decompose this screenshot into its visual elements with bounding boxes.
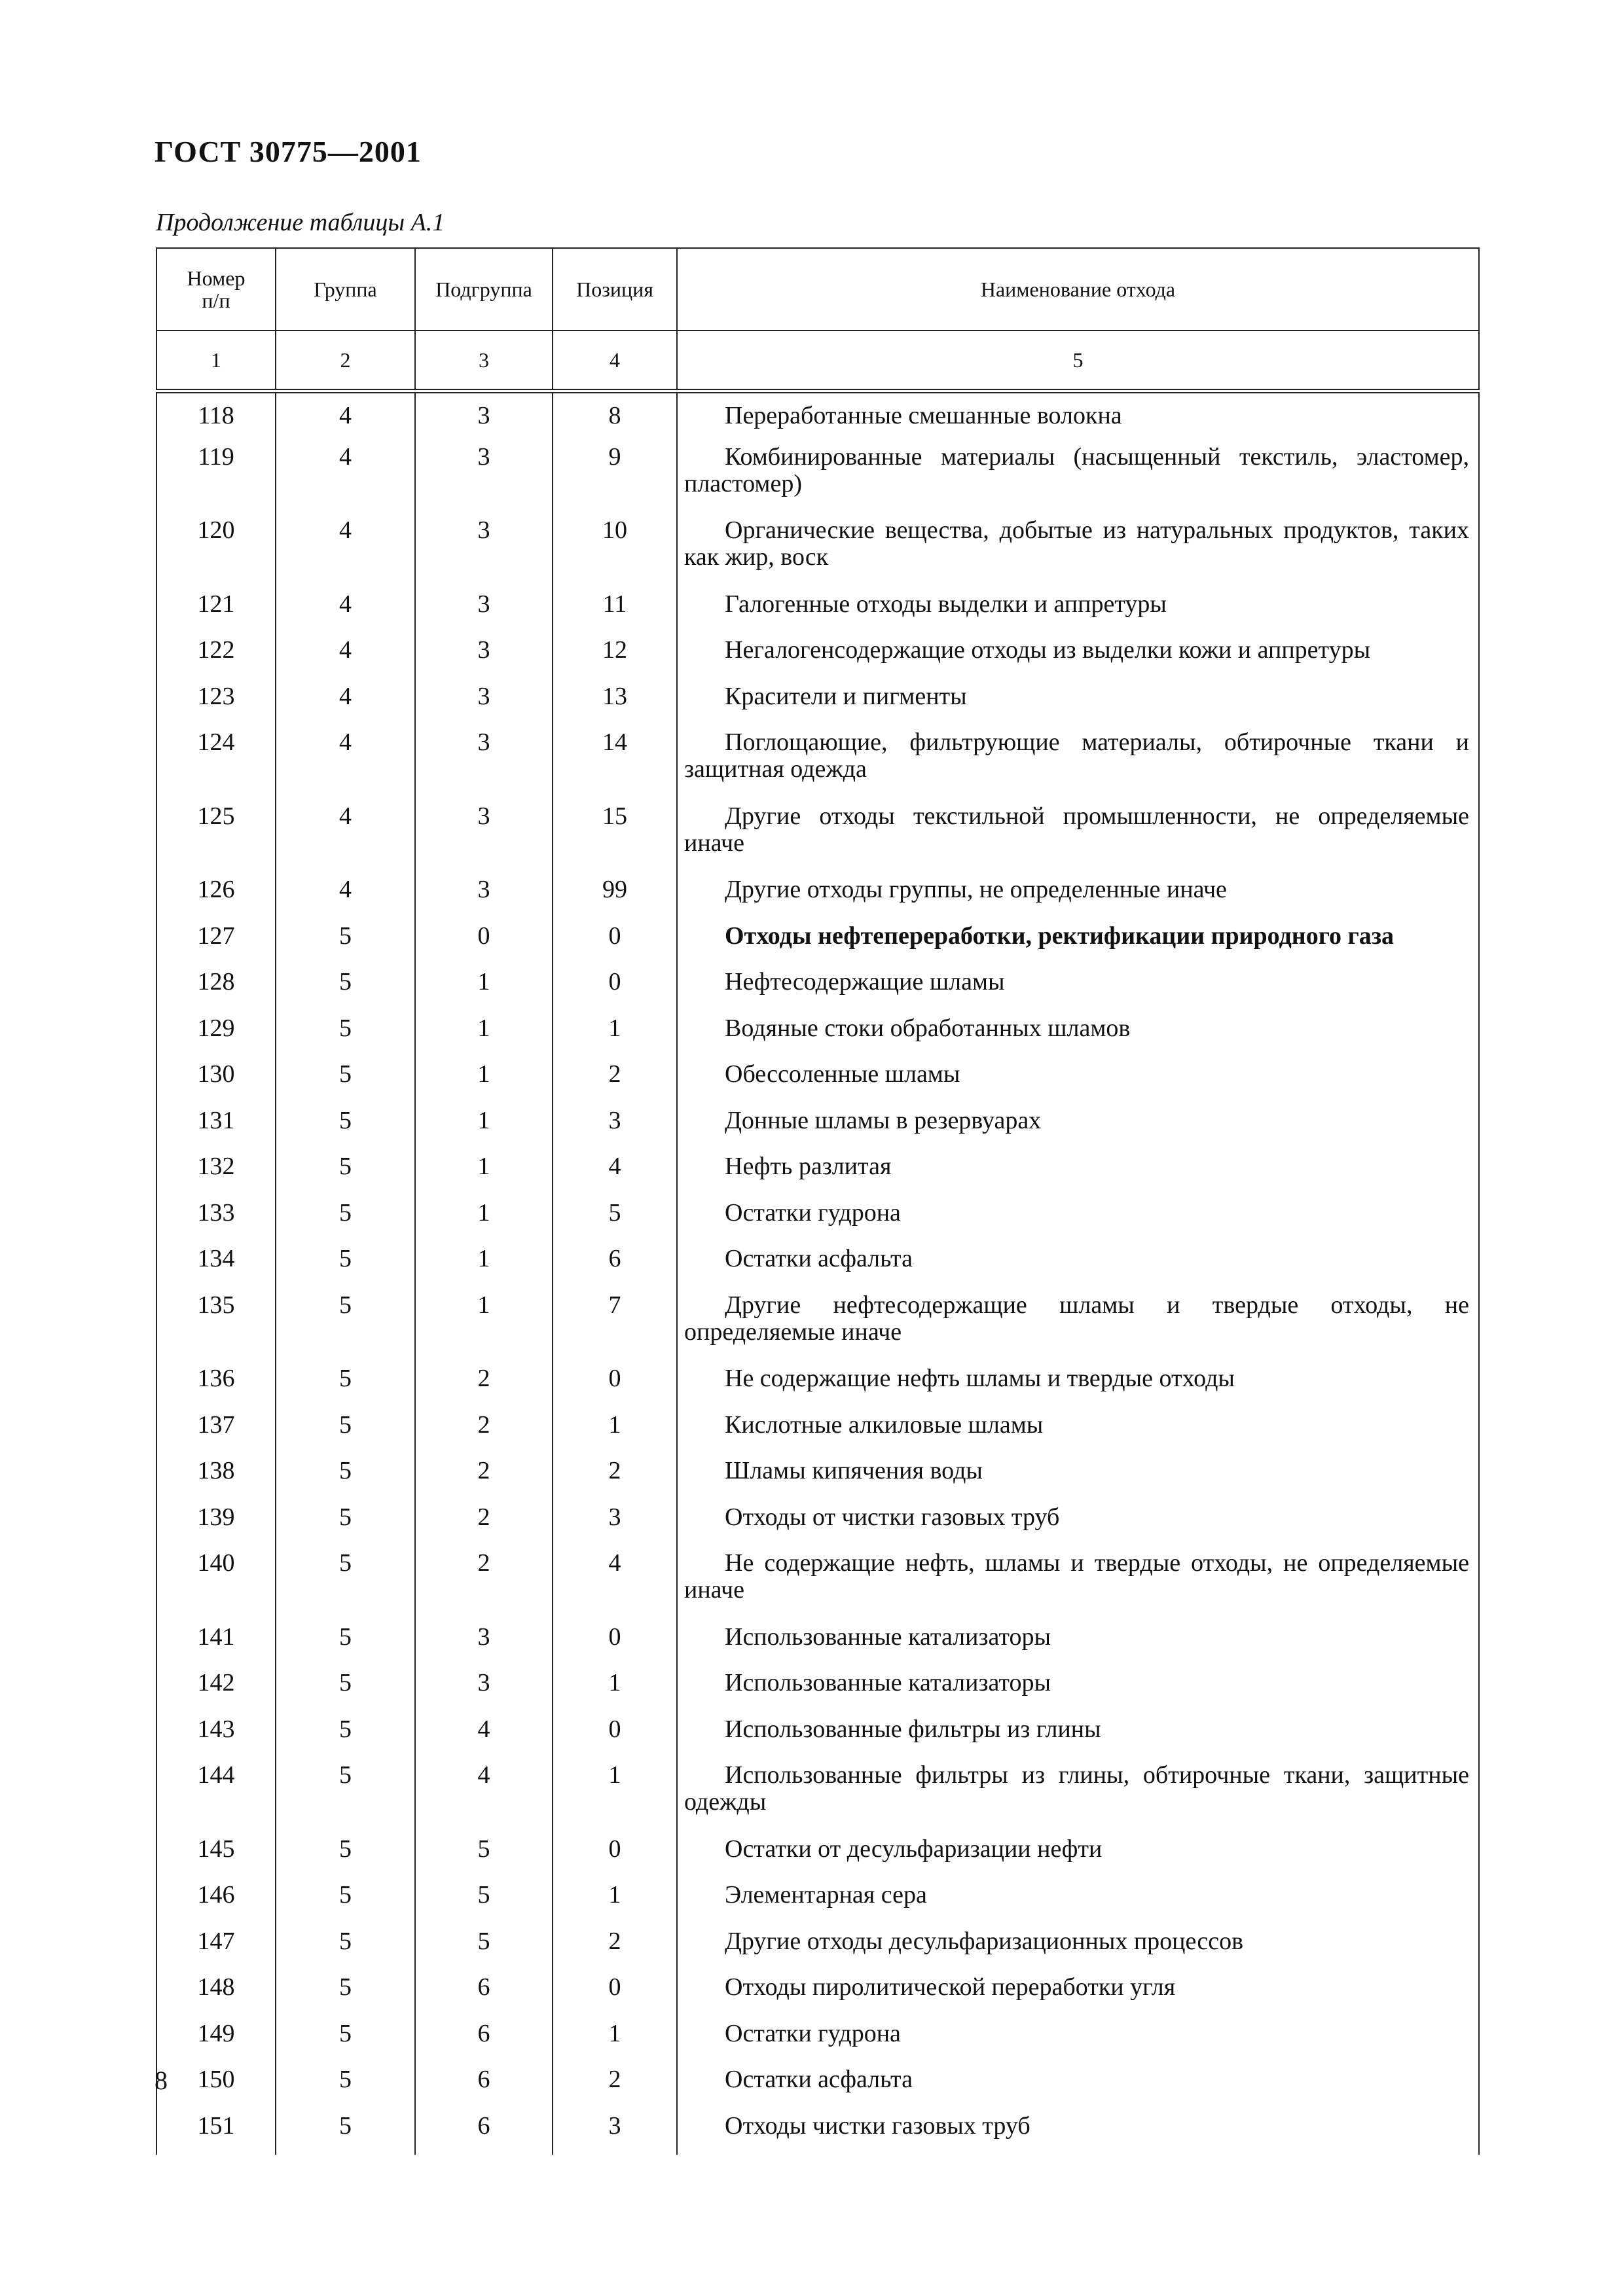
- waste-name-text: Переработанные смешанные волокна: [725, 402, 1122, 429]
- group-cell: 4: [276, 679, 415, 726]
- table-body: [156, 391, 1479, 2155]
- row-number-cell: 134: [156, 1242, 276, 1288]
- group-cell: 5: [276, 1712, 415, 1759]
- group-cell: 5: [276, 1878, 415, 1924]
- position-cell: 13: [553, 679, 677, 726]
- row-number-cell: 147: [156, 1924, 276, 1971]
- row-number-cell: 129: [156, 1011, 276, 1058]
- subgroup-cell: 1: [415, 1288, 553, 1362]
- row-number-cell: 150: [156, 2062, 276, 2109]
- subgroup-cell: 6: [415, 2062, 553, 2109]
- group-cell: 5: [276, 1242, 415, 1288]
- row-number-cell: 143: [156, 1712, 276, 1759]
- waste-name-cell: [677, 1149, 1479, 1196]
- waste-name-cell: [677, 1878, 1479, 1924]
- waste-name-text: Другие отходы текстильной промышленности, не определяемые иначе: [684, 802, 1469, 857]
- position-cell: 7: [553, 1288, 677, 1362]
- row-number-cell: 133: [156, 1196, 276, 1242]
- position-cell: 1: [553, 1878, 677, 1924]
- row-number-cell: 137: [156, 1408, 276, 1454]
- group-cell: 5: [276, 1057, 415, 1103]
- subgroup-cell: 5: [415, 1924, 553, 1971]
- waste-name-cell: [677, 513, 1479, 587]
- table-row: [156, 513, 1479, 587]
- table-row: [156, 1011, 1479, 1058]
- position-cell: 6: [553, 1242, 677, 1288]
- waste-name-text: Остатки от десульфаризации нефти: [725, 1835, 1103, 1863]
- waste-name-text: Галогенные отходы выделки и аппретуры: [725, 590, 1167, 618]
- waste-name-text: Нефть разлитая: [725, 1153, 892, 1180]
- position-cell: 14: [553, 725, 677, 799]
- waste-name-text: Негалогенсодержащие отходы из выделки кожи и аппретуры: [725, 636, 1371, 664]
- position-cell: 0: [553, 965, 677, 1011]
- subgroup-cell: 6: [415, 1970, 553, 2017]
- waste-name-cell: [677, 440, 1479, 514]
- column-header-position: Позиция: [553, 248, 677, 331]
- position-cell: 0: [553, 1620, 677, 1666]
- position-cell: 2: [553, 1454, 677, 1500]
- waste-name-text: Донные шламы в резервуарах: [725, 1106, 1042, 1134]
- row-number-cell: 149: [156, 2017, 276, 2063]
- position-cell: 3: [553, 2109, 677, 2155]
- group-cell: 4: [276, 872, 415, 919]
- waste-name-cell: [677, 1620, 1479, 1666]
- waste-name-text: Органические вещества, добытые из натуральных продуктов, таких как жир, воск: [684, 516, 1469, 571]
- waste-name-cell: [677, 587, 1479, 634]
- waste-name-cell: [677, 1758, 1479, 1832]
- row-number-cell: 141: [156, 1620, 276, 1666]
- subgroup-cell: 1: [415, 1242, 553, 1288]
- table-row: [156, 1666, 1479, 1712]
- subgroup-cell: 3: [415, 1620, 553, 1666]
- group-cell: 4: [276, 799, 415, 873]
- position-cell: 9: [553, 440, 677, 514]
- table-row: [156, 1242, 1479, 1288]
- group-cell: 4: [276, 513, 415, 587]
- subgroup-cell: 6: [415, 2109, 553, 2155]
- table-row: [156, 440, 1479, 514]
- subgroup-cell: 3: [415, 513, 553, 587]
- row-number-cell: 131: [156, 1103, 276, 1150]
- table-row: [156, 1546, 1479, 1620]
- table-header-row: [156, 248, 1479, 331]
- row-number-cell: 148: [156, 1970, 276, 2017]
- waste-name-text: Другие отходы группы, не определенные иначе: [725, 876, 1227, 903]
- row-number-cell: 132: [156, 1149, 276, 1196]
- row-number-cell: 139: [156, 1500, 276, 1547]
- waste-name-text: Отходы нефтепереработки, ректификации природного газа: [725, 922, 1395, 950]
- waste-name-text: Отходы от чистки газовых труб: [725, 1503, 1060, 1531]
- position-cell: 3: [553, 1500, 677, 1547]
- waste-name-cell: [677, 919, 1479, 965]
- subgroup-cell: 3: [415, 1666, 553, 1712]
- group-cell: 5: [276, 965, 415, 1011]
- group-cell: 5: [276, 1454, 415, 1500]
- waste-name-cell: [677, 1924, 1479, 1971]
- table-row: [156, 1149, 1479, 1196]
- waste-name-cell: [677, 1832, 1479, 1878]
- position-cell: 12: [553, 633, 677, 679]
- position-cell: 1: [553, 2017, 677, 2063]
- waste-name-text: Остатки гудрона: [725, 2019, 901, 2047]
- waste-name-cell: [677, 1666, 1479, 1712]
- group-cell: 4: [276, 633, 415, 679]
- subgroup-cell: 2: [415, 1546, 553, 1620]
- group-cell: 5: [276, 1500, 415, 1547]
- waste-name-text: Остатки гудрона: [725, 1198, 901, 1227]
- table-row: [156, 725, 1479, 799]
- subgroup-cell: 1: [415, 1149, 553, 1196]
- waste-name-cell: [677, 965, 1479, 1011]
- row-number-cell: 124: [156, 725, 276, 799]
- waste-name-cell: [677, 2017, 1479, 2063]
- position-cell: 1: [553, 1666, 677, 1712]
- waste-name-text: Остатки асфальта: [725, 2066, 913, 2093]
- table-row: [156, 391, 1479, 440]
- row-number-cell: 140: [156, 1546, 276, 1620]
- row-number-cell: 122: [156, 633, 276, 679]
- group-cell: 5: [276, 1832, 415, 1878]
- subgroup-cell: 1: [415, 1103, 553, 1150]
- waste-name-cell: [677, 1361, 1479, 1408]
- waste-name-text: Использованные катализаторы: [725, 1623, 1051, 1651]
- position-cell: 5: [553, 1196, 677, 1242]
- row-number-cell: 136: [156, 1361, 276, 1408]
- waste-name-cell: [677, 725, 1479, 799]
- waste-name-cell: [677, 1500, 1479, 1547]
- waste-name-text: Шламы кипячения воды: [725, 1457, 983, 1484]
- table-row: [156, 1288, 1479, 1362]
- column-number: 3: [415, 331, 553, 391]
- waste-name-text: Не содержащие нефть шламы и твердые отходы: [725, 1365, 1235, 1392]
- table-row: [156, 799, 1479, 873]
- position-cell: 4: [553, 1149, 677, 1196]
- group-cell: 5: [276, 1011, 415, 1058]
- group-cell: 4: [276, 725, 415, 799]
- position-cell: 4: [553, 1546, 677, 1620]
- row-number-cell: 151: [156, 2109, 276, 2155]
- waste-name-cell: [677, 1242, 1479, 1288]
- column-number: 5: [677, 331, 1479, 391]
- group-cell: 5: [276, 2017, 415, 2063]
- row-number-cell: 138: [156, 1454, 276, 1500]
- waste-name-text: Остатки асфальта: [725, 1245, 913, 1272]
- row-number-cell: 120: [156, 513, 276, 587]
- waste-name-cell: [677, 391, 1479, 440]
- position-cell: 99: [553, 872, 677, 919]
- table-row: [156, 872, 1479, 919]
- subgroup-cell: 1: [415, 1011, 553, 1058]
- group-cell: 5: [276, 1758, 415, 1832]
- group-cell: 5: [276, 1103, 415, 1150]
- column-header-number: [156, 248, 276, 331]
- waste-name-cell: [677, 872, 1479, 919]
- column-header-number-line1: Номер: [187, 266, 246, 290]
- column-number: 4: [553, 331, 677, 391]
- subgroup-cell: 2: [415, 1361, 553, 1408]
- waste-name-text: Отходы пиролитической переработки угля: [725, 1973, 1176, 2001]
- group-cell: 4: [276, 587, 415, 634]
- subgroup-cell: 5: [415, 1878, 553, 1924]
- waste-name-text: Использованные фильтры из глины, обтирочные ткани, защитные одежды: [684, 1761, 1469, 1816]
- waste-name-text: Водяные стоки обработанных шламов: [725, 1014, 1131, 1042]
- table-row: [156, 1620, 1479, 1666]
- group-cell: 4: [276, 391, 415, 440]
- waste-name-text: Другие нефтесодержащие шламы и твердые отходы, не определяемые иначе: [684, 1291, 1469, 1346]
- group-cell: 5: [276, 1924, 415, 1971]
- row-number-cell: 145: [156, 1832, 276, 1878]
- subgroup-cell: 3: [415, 872, 553, 919]
- table-row: [156, 919, 1479, 965]
- table-row: [156, 679, 1479, 726]
- table-row: [156, 1454, 1479, 1500]
- position-cell: 1: [553, 1758, 677, 1832]
- position-cell: 2: [553, 1924, 677, 1971]
- subgroup-cell: 3: [415, 725, 553, 799]
- column-header-subgroup: Подгруппа: [415, 248, 553, 331]
- position-cell: 1: [553, 1408, 677, 1454]
- row-number-cell: 146: [156, 1878, 276, 1924]
- subgroup-cell: 2: [415, 1500, 553, 1547]
- column-header-number-line2: п/п: [202, 289, 230, 312]
- waste-name-cell: [677, 1970, 1479, 2017]
- row-number-cell: 126: [156, 872, 276, 919]
- position-cell: 0: [553, 919, 677, 965]
- subgroup-cell: 3: [415, 391, 553, 440]
- table-row: [156, 1712, 1479, 1759]
- row-number-cell: 128: [156, 965, 276, 1011]
- waste-name-cell: [677, 1712, 1479, 1759]
- column-numbers-row: [156, 331, 1479, 391]
- table-row: [156, 965, 1479, 1011]
- waste-name-text: Кислотные алкиловые шламы: [725, 1410, 1044, 1439]
- group-cell: 5: [276, 1149, 415, 1196]
- table-row: [156, 1878, 1479, 1924]
- waste-name-text: Использованные катализаторы: [725, 1669, 1051, 1696]
- row-number-cell: 130: [156, 1057, 276, 1103]
- group-cell: 5: [276, 919, 415, 965]
- subgroup-cell: 5: [415, 1832, 553, 1878]
- row-number-cell: 121: [156, 587, 276, 634]
- waste-name-cell: [677, 1011, 1479, 1058]
- waste-name-text: Красители и пигменты: [725, 682, 967, 710]
- waste-name-cell: [677, 1103, 1479, 1150]
- page-number: 8: [155, 2066, 168, 2095]
- table-row: [156, 1970, 1479, 2017]
- waste-name-cell: [677, 2062, 1479, 2109]
- position-cell: 2: [553, 2062, 677, 2109]
- waste-name-text: Нефтесодержащие шламы: [725, 968, 1005, 996]
- position-cell: 10: [553, 513, 677, 587]
- group-cell: 4: [276, 440, 415, 514]
- position-cell: 8: [553, 391, 677, 440]
- subgroup-cell: 3: [415, 799, 553, 873]
- group-cell: 5: [276, 1361, 415, 1408]
- group-cell: 5: [276, 1970, 415, 2017]
- column-number: 2: [276, 331, 415, 391]
- group-cell: 5: [276, 1288, 415, 1362]
- group-cell: 5: [276, 1196, 415, 1242]
- column-number: 1: [156, 331, 276, 391]
- waste-name-cell: [677, 1408, 1479, 1454]
- subgroup-cell: 6: [415, 2017, 553, 2063]
- waste-name-cell: [677, 799, 1479, 873]
- row-number-cell: 142: [156, 1666, 276, 1712]
- subgroup-cell: 2: [415, 1408, 553, 1454]
- table-row: [156, 2017, 1479, 2063]
- position-cell: 2: [553, 1057, 677, 1103]
- table-row: [156, 1832, 1479, 1878]
- table-row: [156, 2109, 1479, 2155]
- group-cell: 5: [276, 1408, 415, 1454]
- subgroup-cell: 4: [415, 1712, 553, 1759]
- waste-name-cell: [677, 1454, 1479, 1500]
- position-cell: 0: [553, 1361, 677, 1408]
- waste-name-text: Другие отходы десульфаризационных процессов: [725, 1927, 1244, 1955]
- column-header-waste-name: Наименование отхода: [677, 248, 1479, 331]
- position-cell: 0: [553, 1970, 677, 2017]
- group-cell: 5: [276, 1620, 415, 1666]
- waste-classification-table: [156, 247, 1478, 2155]
- group-cell: 5: [276, 2109, 415, 2155]
- table-row: [156, 1408, 1479, 1454]
- subgroup-cell: 0: [415, 919, 553, 965]
- row-number-cell: 119: [156, 440, 276, 514]
- row-number-cell: 135: [156, 1288, 276, 1362]
- table-row: [156, 2062, 1479, 2109]
- row-number-cell: 144: [156, 1758, 276, 1832]
- waste-name-text: Использованные фильтры из глины: [725, 1715, 1101, 1743]
- waste-name-text: Отходы чистки газовых труб: [725, 2111, 1030, 2140]
- subgroup-cell: 2: [415, 1454, 553, 1500]
- column-header-group: Группа: [276, 248, 415, 331]
- position-cell: 1: [553, 1011, 677, 1058]
- waste-name-text: Не содержащие нефть, шламы и твердые отходы, не определяемые иначе: [684, 1549, 1469, 1604]
- position-cell: 11: [553, 587, 677, 634]
- table-row: [156, 1103, 1479, 1150]
- row-number-cell: 125: [156, 799, 276, 873]
- table-row: [156, 1758, 1479, 1832]
- group-cell: 5: [276, 1546, 415, 1620]
- row-number-cell: 123: [156, 679, 276, 726]
- row-number-cell: 118: [156, 391, 276, 440]
- subgroup-cell: 1: [415, 1196, 553, 1242]
- waste-name-cell: [677, 2109, 1479, 2155]
- subgroup-cell: 4: [415, 1758, 553, 1832]
- table-row: [156, 633, 1479, 679]
- waste-name-cell: [677, 1196, 1479, 1242]
- subgroup-cell: 3: [415, 440, 553, 514]
- table-caption: Продолжение таблицы А.1: [156, 209, 445, 236]
- subgroup-cell: 3: [415, 587, 553, 634]
- table-row: [156, 1361, 1479, 1408]
- position-cell: 3: [553, 1103, 677, 1150]
- subgroup-cell: 1: [415, 1057, 553, 1103]
- subgroup-cell: 3: [415, 679, 553, 726]
- waste-name-text: Элементарная сера: [725, 1881, 927, 1909]
- waste-name-cell: [677, 1546, 1479, 1620]
- row-number-cell: 127: [156, 919, 276, 965]
- table-row: [156, 1057, 1479, 1103]
- group-cell: 5: [276, 1666, 415, 1712]
- position-cell: 0: [553, 1712, 677, 1759]
- group-cell: 5: [276, 2062, 415, 2109]
- position-cell: 0: [553, 1832, 677, 1878]
- waste-name-text: Обессоленные шламы: [725, 1060, 960, 1088]
- waste-name-cell: [677, 633, 1479, 679]
- position-cell: 15: [553, 799, 677, 873]
- table-row: [156, 1500, 1479, 1547]
- subgroup-cell: 3: [415, 633, 553, 679]
- waste-name-cell: [677, 1288, 1479, 1362]
- waste-name-text: Комбинированные материалы (насыщенный текстиль, эластомер, пластомер): [684, 442, 1469, 497]
- waste-name-text: Поглощающие, фильтрующие материалы, обтирочные ткани и защитная одежда: [684, 728, 1469, 783]
- table-row: [156, 1196, 1479, 1242]
- waste-name-cell: [677, 679, 1479, 726]
- table-row: [156, 1924, 1479, 1971]
- table-row: [156, 587, 1479, 634]
- waste-name-cell: [677, 1057, 1479, 1103]
- document-title: ГОСТ 30775—2001: [155, 135, 422, 168]
- subgroup-cell: 1: [415, 965, 553, 1011]
